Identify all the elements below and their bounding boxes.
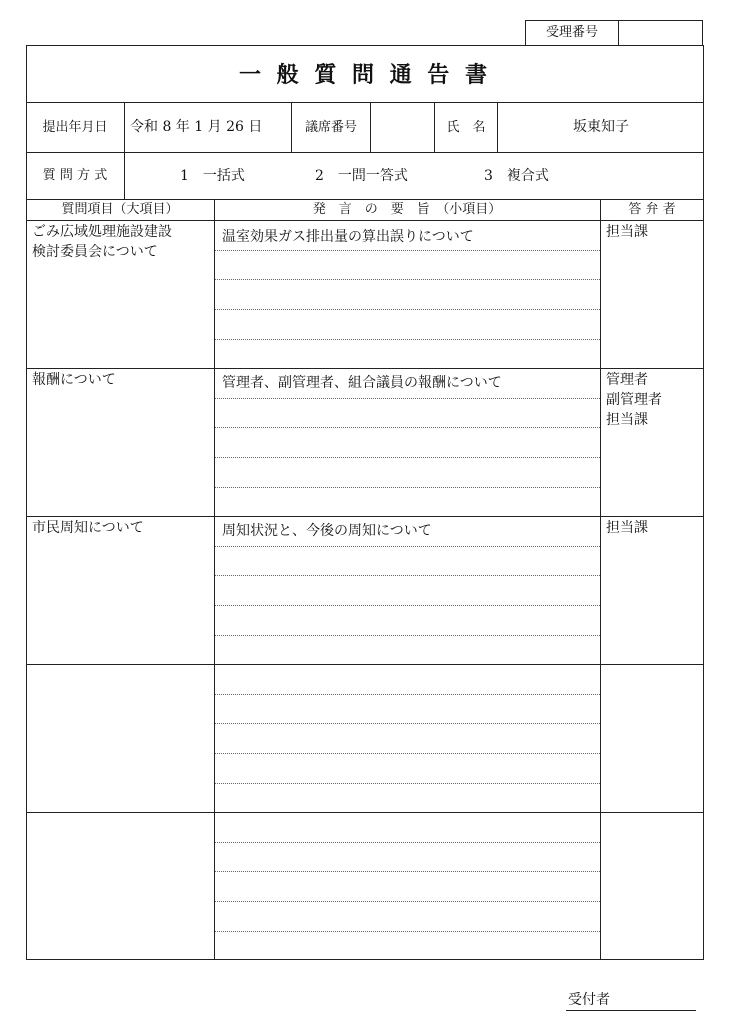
- row-respondent-line-1: 担当課: [606, 520, 648, 536]
- table-row: [26, 664, 704, 812]
- seat-label: 議席番号: [304, 120, 357, 135]
- row-summary: 周知状況と、今後の周知について: [222, 523, 432, 539]
- row-item-line-2: 検討委員会について: [32, 244, 158, 260]
- table-row: [26, 812, 704, 960]
- date-label: 提出年月日: [42, 120, 108, 135]
- form-title: 一 般 質 問 通 告 書: [239, 62, 491, 88]
- row-respondent-line-2: 副管理者: [606, 392, 662, 408]
- row-summary: 温室効果ガス排出量の算出誤りについて: [222, 229, 474, 245]
- method-option-1: 1 一括式: [180, 168, 245, 184]
- header-respondent: 答 弁 者: [628, 202, 676, 217]
- name-value: 坂東知子: [573, 119, 629, 135]
- row-summary: 管理者、副管理者、組合議員の報酬について: [222, 375, 502, 391]
- row-respondent-line-1: 担当課: [606, 224, 648, 240]
- date-value: 令和 8 年 1 月 26 日: [130, 119, 263, 135]
- method-option-3: 3 複合式: [484, 168, 549, 184]
- receiver-signature-line: [566, 1010, 696, 1011]
- table-row: [26, 368, 704, 516]
- header-summary: 発 言 の 要 旨 （小項目）: [312, 202, 502, 217]
- seat-value: [371, 103, 434, 152]
- receipt-number-box: [525, 20, 703, 46]
- receiver-label: 受付者: [568, 992, 610, 1008]
- row-respondent-line-1: 管理者: [606, 372, 648, 388]
- row-item-line-1: ごみ広域処理施設建設: [32, 224, 172, 240]
- row-respondent-line-3: 担当課: [606, 412, 648, 428]
- name-label: 氏 名: [446, 120, 486, 135]
- row-item-line-1: 市民周知について: [32, 520, 144, 536]
- receipt-number-value: [619, 21, 702, 45]
- method-option-2: 2 一問一答式: [315, 168, 408, 184]
- method-label: 質 問 方 式: [42, 168, 108, 183]
- receipt-number-label: 受理番号: [526, 21, 619, 45]
- header-item: 質問項目（大項目）: [61, 202, 179, 217]
- table-row: [26, 516, 704, 664]
- row-item-line-1: 報酬について: [32, 372, 116, 388]
- table-row: [26, 220, 704, 368]
